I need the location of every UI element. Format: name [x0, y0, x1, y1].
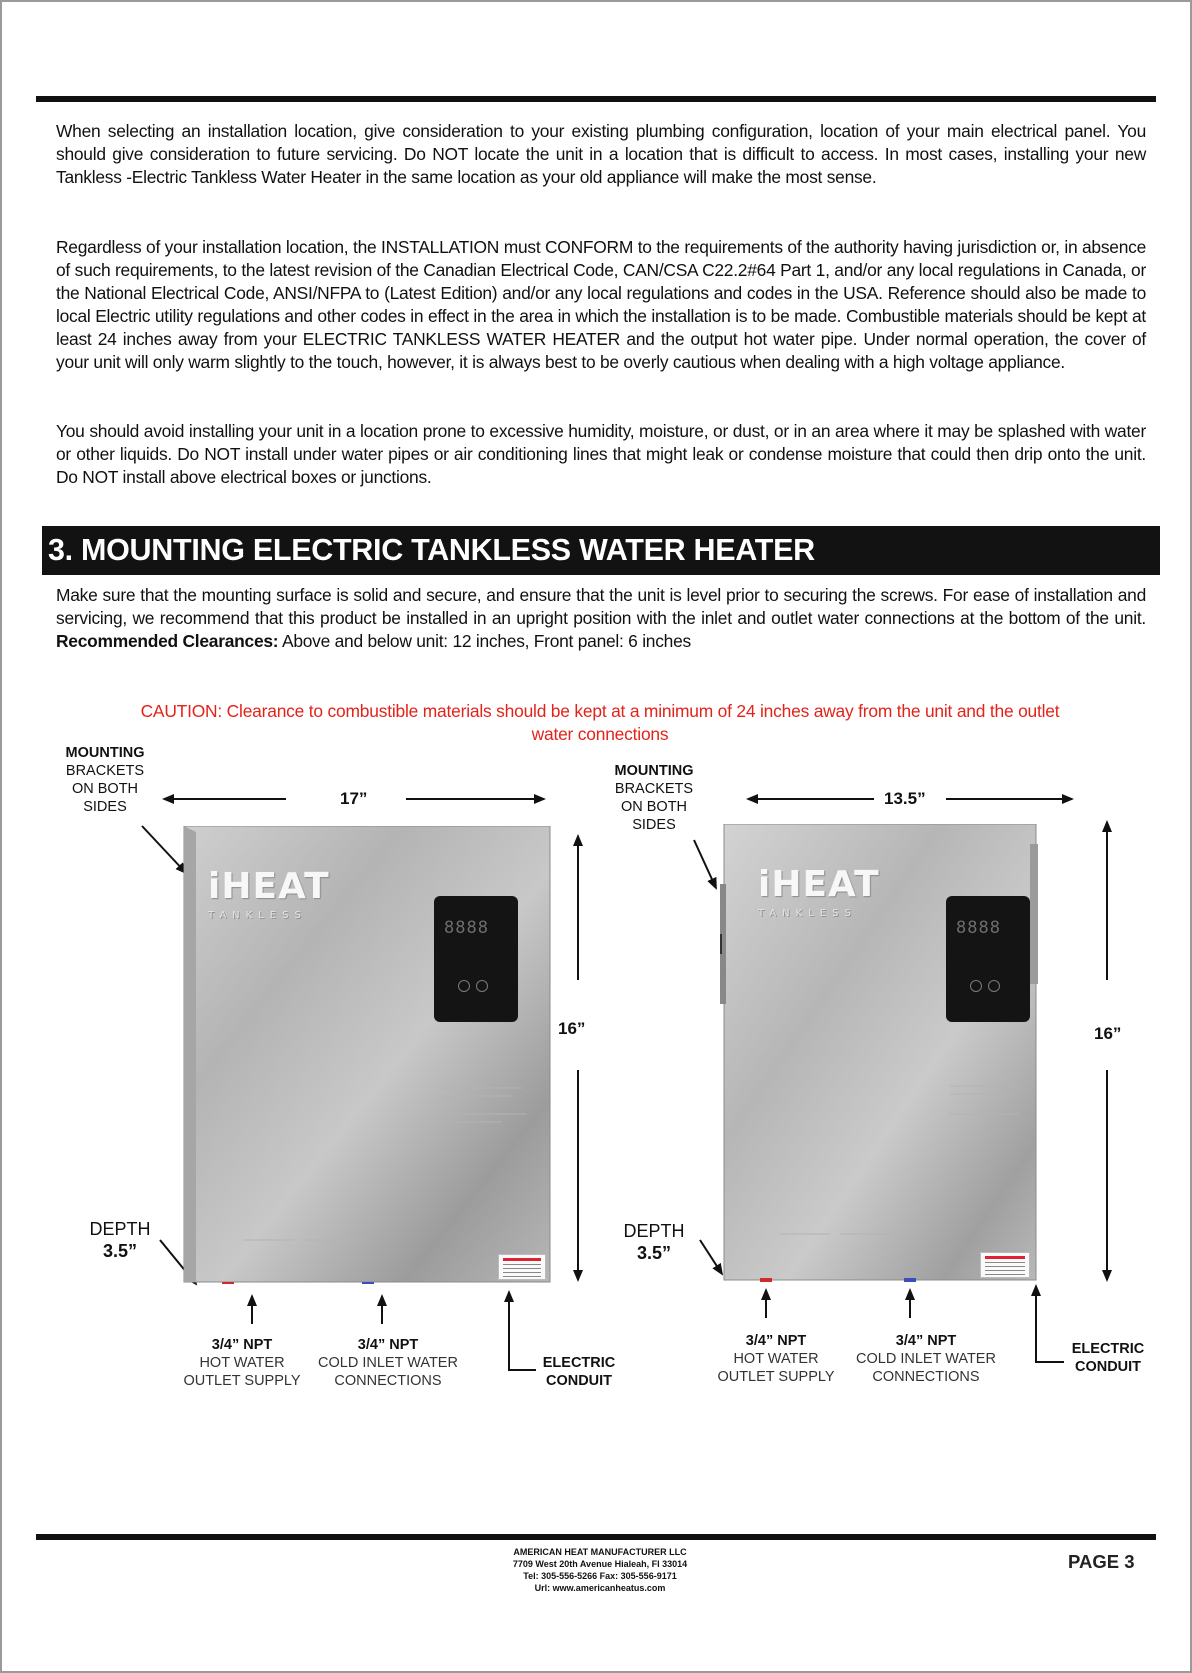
right-depth-title: DEPTH — [623, 1221, 685, 1241]
left-button-down — [458, 980, 470, 992]
left-depth-value: 3.5” — [102, 1241, 138, 1261]
right-bracket-pointer — [694, 840, 716, 888]
left-cold-line-2: CONNECTIONS — [334, 1373, 442, 1389]
clearances-label: Recommended Clearances: — [56, 631, 279, 651]
left-cold-npt: 3/4” NPT — [357, 1337, 419, 1353]
right-temp-display: 8888 — [956, 918, 1001, 938]
right-hot-line-2: OUTLET SUPPLY — [717, 1369, 835, 1385]
right-hot-npt: 3/4” NPT — [745, 1333, 807, 1349]
mounting-text: Make sure that the mounting surface is solid and secure, and ensure that the unit is level prior to securing the screws. For ease of installation and servicing, we recommend that this product be installed in an upright position with the inlet and outlet water connections at the bottom of the unit. — [56, 585, 1146, 628]
footer-phone: Tel: 305-556-5266 Fax: 305-556-9171 — [523, 1571, 677, 1581]
caution-line-1: CAUTION: Clearance to combustible materials should be kept at a minimum of 24 inches away from the unit and the outlet — [140, 701, 1060, 721]
right-logo: iHEAT — [758, 864, 880, 905]
right-mounting-line-3: ON BOTH — [620, 799, 688, 815]
left-logo-sub: TANKLESS — [208, 910, 307, 921]
paragraph-humidity: You should avoid installing your unit in a location prone to excessive humidity, moisture, or dust, or in an area where it may be splashed with water or other liquids. Do NOT install under water pipes or air conditioning lines that might leak or condense moisture that could then drip onto the unit. Do NOT install above electrical boxes or junctions. — [56, 421, 1146, 487]
right-conduit-line-1: ELECTRIC — [1071, 1341, 1145, 1357]
left-hot-npt: 3/4” NPT — [211, 1337, 273, 1353]
left-button-up — [476, 980, 488, 992]
right-cold-label — [848, 1332, 1004, 1386]
right-depth-pointer — [700, 1240, 722, 1274]
right-button-down — [970, 980, 982, 992]
right-hot-line-1: HOT WATER — [733, 1351, 819, 1367]
left-mounting-line-3: ON BOTH — [71, 781, 139, 797]
footer-url: Url: www.americanheatus.com — [534, 1583, 666, 1593]
left-width-label: 17” — [340, 789, 368, 808]
left-hot-line-1: HOT WATER — [199, 1355, 285, 1371]
left-mounting-label — [54, 744, 156, 816]
left-conduit-label — [534, 1354, 624, 1390]
right-control-panel — [946, 896, 1030, 1022]
left-conduit-line-1: ELECTRIC — [542, 1355, 616, 1371]
left-hot-label — [172, 1336, 312, 1390]
section-title: 3. MOUNTING ELECTRIC TANKLESS WATER HEATER — [42, 526, 1160, 575]
left-heater-unit — [182, 826, 552, 1284]
left-mounting-line-4: SIDES — [83, 799, 127, 815]
right-conduit-label — [1062, 1340, 1154, 1376]
left-logo: iHEAT — [208, 866, 330, 907]
right-caution-sticker — [980, 1252, 1030, 1278]
paragraph-location: When selecting an installation location, give consideration to your existing plumbing configuration, location of your main electrical panel. You should give consideration to future servicing. Do NOT locate the unit in a location that is difficult to access. In most cases, installing your new Tankless -Electric Tankless Water Heater in the same location as your old appliance will make the most sense. — [56, 121, 1146, 187]
right-button-up — [988, 980, 1000, 992]
left-depth-title: DEPTH — [89, 1219, 151, 1239]
right-logo-sub: TANKLESS — [758, 908, 857, 919]
caution-line-2: water connections — [531, 724, 669, 744]
right-cold-line-2: CONNECTIONS — [872, 1369, 980, 1385]
right-conduit-line-2: CONDUIT — [1074, 1359, 1142, 1375]
right-height-label: 16” — [1094, 1024, 1122, 1043]
right-heater-unit — [720, 824, 1040, 1280]
left-cold-line-1: COLD INLET WATER — [318, 1355, 458, 1371]
right-hot-label — [708, 1332, 844, 1386]
left-cold-label — [312, 1336, 464, 1390]
left-temp-display: 8888 — [444, 918, 489, 938]
right-mounting-line-1: MOUNTING — [614, 763, 694, 779]
left-mounting-line-2: BRACKETS — [65, 763, 145, 779]
paragraph-code-compliance: Regardless of your installation location, the INSTALLATION must CONFORM to the requirements of the authority having jurisdiction or, in absence of such requirements, to the latest revision of the Canadian Electrical Code, CAN/CSA C22.2#64 Part 1, and/or any local regulations in Canada, or the National Electrical Code, ANSI/NFPA to (Latest Edition) and/or any local regulations and codes in the USA. Reference should also be made to local Electric utility regulations and other codes in effect in the area in which the installation is to be made. Combustible materials should be kept at least 24 inches away from your ELECTRIC TANKLESS WATER HEATER and the output hot water pipe. Under normal operation, the cover of your unit will only warm slightly to the touch, however, it is always best to be overly cautious when dealing with a high voltage appliance. — [56, 237, 1146, 372]
right-mounting-line-4: SIDES — [632, 817, 676, 833]
left-depth-label — [80, 1218, 160, 1262]
right-cold-line-1: COLD INLET WATER — [856, 1351, 996, 1367]
page-number: PAGE 3 — [1068, 1551, 1135, 1572]
right-conduit-pointer — [1036, 1286, 1064, 1362]
left-bracket-pointer — [142, 826, 186, 873]
footer-company: AMERICAN HEAT MANUFACTURER LLC — [513, 1547, 687, 1557]
right-mounting-label — [602, 762, 706, 834]
left-height-label: 16” — [558, 1019, 586, 1038]
right-mounting-line-2: BRACKETS — [614, 781, 694, 797]
footer-address: 7709 West 20th Avenue Hialeah, Fl 33014 — [512, 1559, 688, 1569]
right-depth-value: 3.5” — [636, 1243, 672, 1263]
left-hot-line-2: OUTLET SUPPLY — [183, 1373, 301, 1389]
left-conduit-pointer — [509, 1292, 536, 1370]
left-conduit-line-2: CONDUIT — [545, 1373, 613, 1389]
bottom-rule — [36, 1534, 1156, 1540]
right-cold-npt: 3/4” NPT — [895, 1333, 957, 1349]
left-mounting-line-1: MOUNTING — [65, 745, 145, 761]
right-width-label: 13.5” — [884, 789, 926, 808]
right-depth-label — [614, 1220, 694, 1264]
left-control-panel — [434, 896, 518, 1022]
footer-contact — [430, 1546, 770, 1594]
clearances-text: Above and below unit: 12 inches, Front panel: 6 inches — [278, 631, 691, 651]
left-caution-sticker — [498, 1254, 546, 1280]
